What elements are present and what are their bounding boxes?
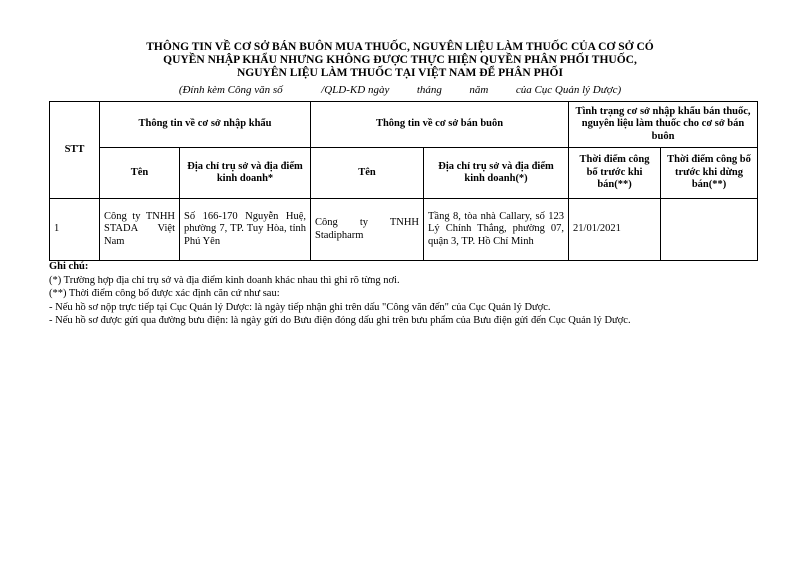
cell-wholesaler-name: Công ty TNHH Stadipharm bbox=[311, 199, 424, 261]
header-importer-address: Địa chỉ trụ sở và địa điểm kinh doanh* bbox=[180, 148, 311, 199]
cell-importer-name: Công ty TNHH STADA Việt Nam bbox=[100, 199, 180, 261]
notes-title: Ghi chú: bbox=[49, 261, 89, 272]
header-start-date: Thời điểm công bố trước khi bán(**) bbox=[569, 148, 661, 199]
header-wholesaler-address: Địa chỉ trụ sở và địa điểm kinh doanh(*) bbox=[424, 148, 569, 199]
note-line: - Nếu hồ sơ được gửi qua đường bưu điện: là ngày gửi do Bưu điện đóng dấu ghi trên bưu phẩm của Bưu điện gửi đến Cục Quản lý Dược. bbox=[49, 315, 631, 326]
cell-importer-address: Số 166-170 Nguyễn Huệ, phường 7, TP. Tuy Hòa, tỉnh Phú Yên bbox=[180, 199, 311, 261]
document-subtitle: (Đính kèm Công văn số /QLD-KD ngày tháng năm của Cục Quản lý Dược) bbox=[178, 84, 622, 96]
table-row bbox=[50, 199, 758, 261]
wholesaler-table bbox=[49, 101, 758, 261]
cell-stop-date bbox=[661, 199, 758, 261]
note-line: (**) Thời điểm công bố được xác định căn cứ như sau: bbox=[49, 288, 280, 299]
header-stop-date: Thời điểm công bố trước khi dừng bán(**) bbox=[661, 148, 758, 199]
header-importer-name: Tên bbox=[100, 148, 180, 199]
header-importer-group: Thông tin về cơ sở nhập khẩu bbox=[100, 102, 311, 148]
title-line: QUYỀN NHẬP KHẨU NHƯNG KHÔNG ĐƯỢC THỰC HIỆN QUYỀN PHÂN PHỐI THUỐC, bbox=[163, 54, 637, 66]
header-wholesaler-group: Thông tin về cơ sở bán buôn bbox=[311, 102, 569, 148]
cell-start-date: 21/01/2021 bbox=[569, 199, 661, 261]
header-status-group: Tình trạng cơ sở nhập khẩu bán thuốc, nguyên liệu làm thuốc cho cơ sở bán buôn bbox=[569, 102, 758, 148]
header-wholesaler-name: Tên bbox=[311, 148, 424, 199]
title-line: THÔNG TIN VỀ CƠ SỞ BÁN BUÔN MUA THUỐC, NGUYÊN LIỆU LÀM THUỐC CỦA CƠ SỞ CÓ bbox=[146, 41, 654, 53]
note-line: - Nếu hồ sơ nộp trực tiếp tại Cục Quản lý Dược: là ngày tiếp nhận ghi trên dấu "Công văn đến" của Cục Quản lý Dược. bbox=[49, 301, 551, 313]
header-stt: STT bbox=[50, 102, 100, 199]
notes-section bbox=[49, 260, 769, 328]
document-title bbox=[90, 41, 710, 80]
title-line: NGUYÊN LIỆU LÀM THUỐC TẠI VIỆT NAM ĐỂ PHÂN PHỐI bbox=[237, 67, 563, 79]
note-line: (*) Trường hợp địa chỉ trụ sở và địa điểm kinh doanh khác nhau thì ghi rõ từng nơi. bbox=[49, 274, 400, 286]
cell-stt: 1 bbox=[50, 199, 100, 261]
cell-wholesaler-address: Tầng 8, tòa nhà Callary, số 123 Lý Chính Thắng, phường 07, quận 3, TP. Hồ Chí Minh bbox=[424, 199, 569, 261]
